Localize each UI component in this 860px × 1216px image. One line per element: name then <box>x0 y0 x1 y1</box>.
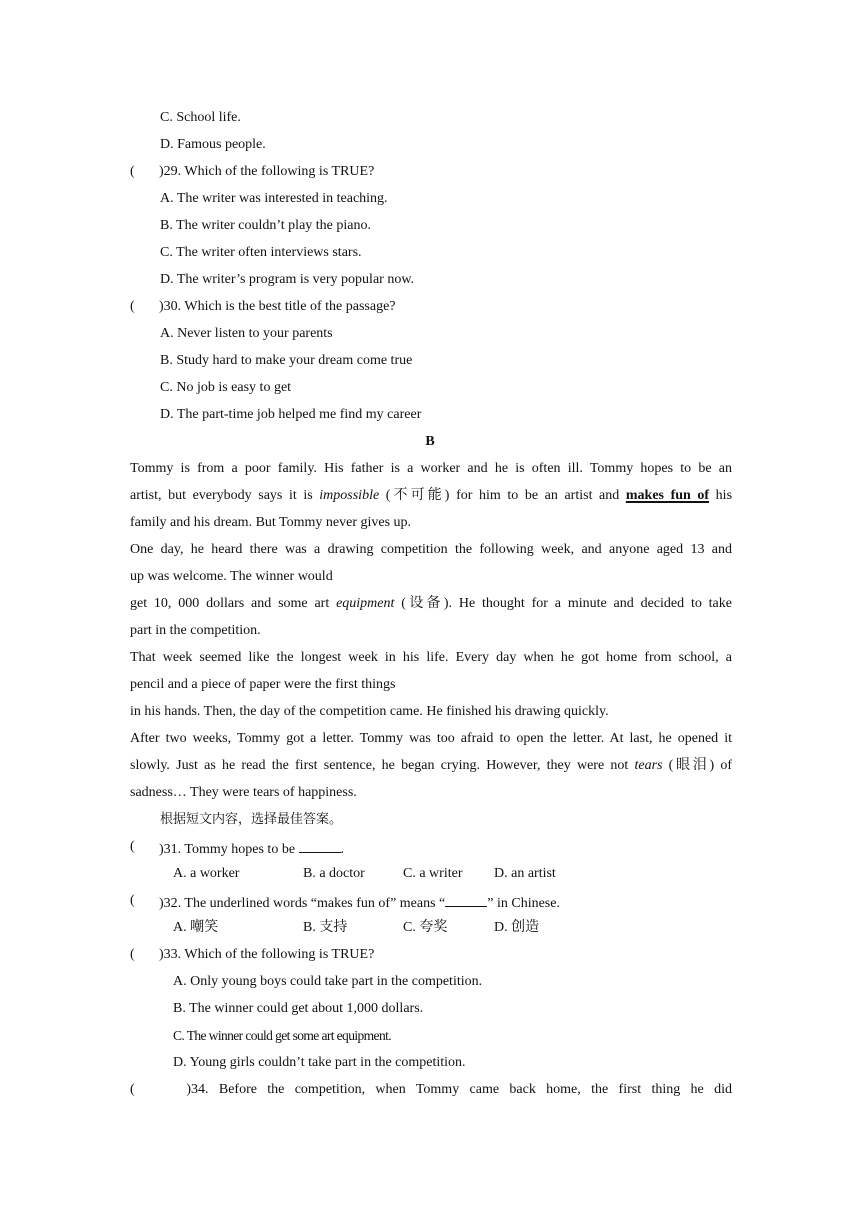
passage-line: That week seemed like the longest week in his life. Every day when he got home from school, a <box>130 650 732 665</box>
q30-option-d: D. The part-time job helped me find my career <box>160 407 422 422</box>
q31-option-c: C. a writer <box>403 866 463 881</box>
q32-option-d: D. 创造 <box>494 920 540 935</box>
q32-text <box>159 892 560 913</box>
passage-line: Tommy is from a poor family. His father is a worker and he is often ill. Tommy hopes to be an <box>130 461 732 476</box>
q29-option-a: A. The writer was interested in teaching. <box>160 191 388 206</box>
q30-option-a: A. Never listen to your parents <box>160 326 333 341</box>
q31-blank[interactable] <box>299 838 341 853</box>
q33-option-a: A. Only young boys could take part in the competition. <box>173 974 483 989</box>
passage-text: (设备). He thought for a minute and decided to take <box>394 596 732 611</box>
q31-option-b: B. a doctor <box>303 866 365 881</box>
q32-option-a: A. 嘲笑 <box>173 920 219 935</box>
q28-option-d: D. Famous people. <box>160 137 266 152</box>
passage-text: get 10, 000 dollars and some art <box>130 596 337 611</box>
word-tears: tears <box>634 758 663 773</box>
passage-line: part in the competition. <box>130 623 261 638</box>
q31-option-d: D. an artist <box>494 866 556 881</box>
q29-answer-paren[interactable]: ( <box>130 164 135 179</box>
passage-text: artist, but everybody says it is <box>130 488 320 503</box>
q32-option-b: B. 支持 <box>303 920 348 935</box>
q29-text: )29. Which of the following is TRUE? <box>159 164 375 179</box>
q31-option-a: A. a worker <box>173 866 240 881</box>
passage-line <box>130 487 732 505</box>
word-impossible: impossible <box>319 488 380 503</box>
instruction-text: 根据短文内容，选择最佳答案。 <box>160 812 343 827</box>
q31-text-a: )31. Tommy hopes to be <box>159 842 299 857</box>
passage-line: One day, he heard there was a drawing competition the following week, and anyone aged 13 and <box>130 542 732 557</box>
question-34: ( )34. Before the competition, when Tommy came back home, the first thing he did <box>130 1082 732 1097</box>
section-b-title: B <box>425 434 435 449</box>
q29-option-b: B. The writer couldn’t play the piano. <box>160 218 371 233</box>
q32-text-a: )32. The underlined words “makes fun of” means “ <box>159 896 446 911</box>
passage-line: family and his dream. But Tommy never gives up. <box>130 515 412 530</box>
q31-text <box>159 838 344 859</box>
passage-line: After two weeks, Tommy got a letter. Tommy was too afraid to open the letter. At last, he opened it <box>130 731 732 746</box>
q33-option-c: C. The winner could get some art equipment. <box>173 1028 392 1043</box>
q31-text-b: . <box>340 842 345 857</box>
word-equipment: equipment <box>336 596 395 611</box>
q29-option-c: C. The writer often interviews stars. <box>160 245 362 260</box>
q32-blank[interactable] <box>445 892 487 907</box>
q32-option-c: C. 夸奖 <box>403 920 448 935</box>
q33-text: )33. Which of the following is TRUE? <box>159 947 375 962</box>
q32-answer-paren[interactable]: ( <box>130 893 135 908</box>
q32-text-b: ” in Chinese. <box>487 896 560 911</box>
q33-option-b: B. The winner could get about 1,000 dollars. <box>173 1001 424 1016</box>
passage-line <box>130 757 732 775</box>
passage-text: slowly. Just as he read the first sentence, he began crying. However, they were not <box>130 758 635 773</box>
passage-line: pencil and a piece of paper were the first things <box>130 677 396 692</box>
q29-option-d: D. The writer’s program is very popular now. <box>160 272 415 287</box>
q33-answer-paren[interactable]: ( <box>130 947 135 962</box>
passage-line: up was welcome. The winner would <box>130 569 333 584</box>
passage-line <box>130 595 732 613</box>
passage-line: in his hands. Then, the day of the competition came. He finished his drawing quickly. <box>130 704 609 719</box>
q30-option-b: B. Study hard to make your dream come true <box>160 353 413 368</box>
q30-text: )30. Which is the best title of the passage? <box>159 299 396 314</box>
q33-option-d: D. Young girls couldn’t take part in the competition. <box>173 1055 466 1070</box>
q30-option-c: C. No job is easy to get <box>160 380 292 395</box>
q31-answer-paren[interactable]: ( <box>130 839 135 854</box>
passage-text: (不可能) for him to be an artist and <box>379 488 626 503</box>
passage-text: his <box>709 488 733 503</box>
passage-text: (眼泪) of <box>662 758 732 773</box>
q30-answer-paren[interactable]: ( <box>130 299 135 314</box>
passage-line: sadness… They were tears of happiness. <box>130 785 357 800</box>
q28-option-c: C. School life. <box>160 110 241 125</box>
underlined-phrase-makes-fun-of: makes fun of <box>625 488 710 503</box>
